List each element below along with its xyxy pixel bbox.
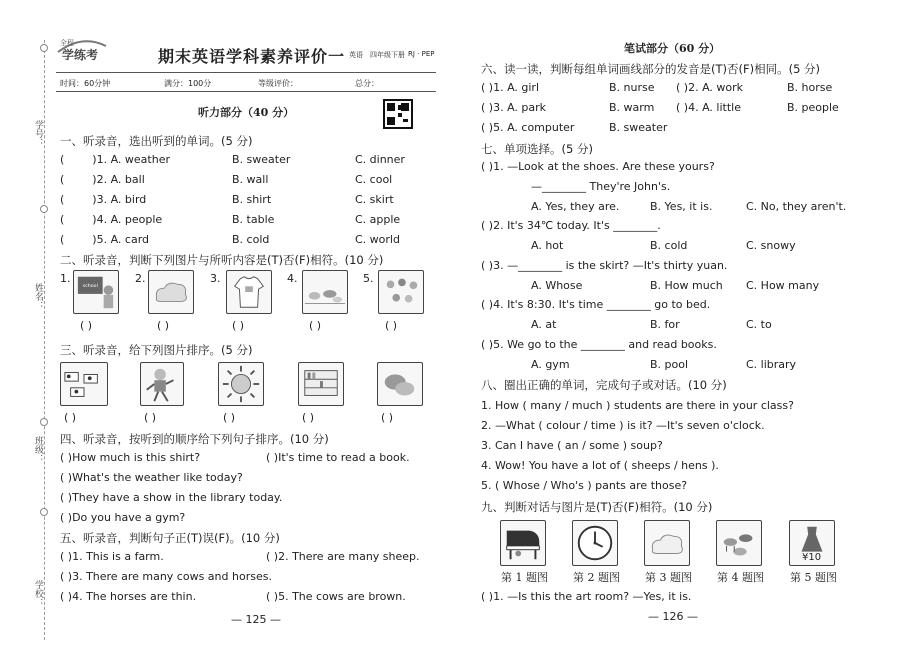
q5-sentence: ( )1. This is a farm. <box>60 550 164 563</box>
q1-row <box>60 193 146 206</box>
q1-row <box>60 233 149 246</box>
binding-hole <box>40 205 48 213</box>
q7-option-b: B. for <box>650 318 680 331</box>
q6-pair: ( )1. A. girl <box>481 81 540 94</box>
q7-option-a: A. Whose <box>531 279 583 292</box>
q7-option-b: B. pool <box>650 358 689 371</box>
option-c: C. world <box>355 233 400 246</box>
paren-left: ( <box>60 193 65 206</box>
option-a: A. weather <box>110 153 170 166</box>
potatoes-picture-icon <box>377 362 423 406</box>
boy-picture-icon <box>140 362 184 406</box>
q2-number: 3. <box>210 272 221 285</box>
figure-caption: 第 5 题图 <box>790 571 837 584</box>
q1-number: )4. <box>92 213 108 226</box>
figure-caption: 第 1 题图 <box>501 571 548 584</box>
q2-number: 5. <box>363 272 374 285</box>
margin-label-class: 班级： <box>33 436 43 463</box>
svg-text:school: school <box>82 284 98 290</box>
q2-number: 4. <box>287 272 298 285</box>
paren-left: ( <box>60 173 65 186</box>
q4-sentence: ( )What's the weather like today? <box>60 471 243 484</box>
answer-paren[interactable]: ( ) <box>232 319 245 332</box>
meta-subject: 英语 <box>349 51 363 59</box>
header-divider <box>56 72 436 73</box>
q8-sentence: 2. —What ( colour / time ) is it? —It's seven o'clock. <box>481 419 765 432</box>
option-b: B. sweater <box>232 153 291 166</box>
margin-label-school: 学校： <box>33 580 43 607</box>
answer-paren[interactable]: ( ) <box>309 319 322 332</box>
option-c: C. dinner <box>355 153 405 166</box>
page-number-right: — 126 — <box>648 610 698 623</box>
q7-question: ( )3. —________ is the skirt? —It's thirty yuan. <box>481 259 728 272</box>
q7-option-b: B. How much <box>650 279 723 292</box>
info-time: 时间：60分钟 <box>60 79 111 88</box>
q7-option-c: C. to <box>746 318 772 331</box>
q7-option-c: C. library <box>746 358 797 371</box>
binding-hole <box>40 44 48 52</box>
price-label: ¥10 <box>802 552 822 563</box>
farm-picture-icon <box>302 270 348 314</box>
q6-option-b: B. horse <box>787 81 833 94</box>
option-b: B. wall <box>232 173 269 186</box>
piano-picture-icon <box>500 520 546 566</box>
q8-title: 八、圈出正确的单词，完成句子或对话。(10 分) <box>481 378 727 392</box>
q7-option-a: A. hot <box>531 239 564 252</box>
q6-option-b: B. people <box>787 101 839 114</box>
answer-paren[interactable]: ( ) <box>157 319 170 332</box>
cloud-picture-icon <box>148 270 194 314</box>
q9-title: 九、判断对话与图片是(T)否(F)相符。(10 分) <box>481 500 713 514</box>
publisher-logo <box>56 36 108 62</box>
q7-option-a: A. gym <box>531 358 570 371</box>
q7-option-c: C. snowy <box>746 239 796 252</box>
q5-title: 五、听录音，判断句子正(T)误(F)。(10 分) <box>60 531 280 545</box>
q6-pair: ( )3. A. park <box>481 101 547 114</box>
q6-title: 六、读一读，判断每组单词画线部分的发音是(T)否(F)相同。(5 分) <box>481 62 821 76</box>
tshirt-picture-icon <box>226 270 272 314</box>
q4-sentence: ( )How much is this shirt? <box>60 451 201 464</box>
q1-row <box>60 173 145 186</box>
q7-question: ( )5. We go to the ________ and read books. <box>481 338 717 351</box>
answer-paren[interactable]: ( ) <box>80 319 93 332</box>
clock-picture-icon <box>572 520 618 566</box>
q7-question: ( )1. —Look at the shoes. Are these yours? <box>481 160 715 173</box>
q1-number: )3. <box>92 193 108 206</box>
q7-option-b: B. cold <box>650 239 688 252</box>
option-a: A. ball <box>110 173 145 186</box>
figure-caption: 第 3 题图 <box>645 571 692 584</box>
q1-row <box>60 153 170 166</box>
listening-section-title: 听力部分（40 分） <box>198 106 295 119</box>
margin-label-name: 姓名： <box>33 283 43 310</box>
q7-question: ( )4. It's 8:30. It's time ________ go to bed. <box>481 298 711 311</box>
binding-hole <box>40 508 48 516</box>
q6-pair: ( )2. A. work <box>676 81 744 94</box>
page-number-left: — 125 — <box>231 613 281 626</box>
dress-picture-icon <box>789 520 835 566</box>
q2-number: 1. <box>60 272 71 285</box>
q7-option-a: A. Yes, they are. <box>531 200 620 213</box>
q6-option-b: B. warm <box>609 101 655 114</box>
paren-left: ( <box>60 153 65 166</box>
q1-row <box>60 213 162 226</box>
logo-main-text: 学练考 <box>62 48 99 62</box>
paren-left: ( <box>60 213 65 226</box>
page-title: 期末英语学科素养评价一 <box>158 47 346 66</box>
q5-sentence: ( )3. There are many cows and horses. <box>60 570 272 583</box>
option-c: C. apple <box>355 213 401 226</box>
answer-paren[interactable]: ( ) <box>302 411 315 424</box>
option-c: C. cool <box>355 173 393 186</box>
option-b: B. shirt <box>232 193 272 206</box>
q8-sentence: 5. ( Whose / Who's ) pants are those? <box>481 479 688 492</box>
option-a: A. card <box>110 233 150 246</box>
q1-number: )2. <box>92 173 108 186</box>
qr-code-icon <box>383 99 413 129</box>
library-picture-icon <box>298 362 344 406</box>
info-grade-eval: 等级评价： <box>258 79 298 88</box>
answer-paren[interactable]: ( ) <box>223 411 236 424</box>
binding-hole <box>40 418 48 426</box>
option-b: B. cold <box>232 233 270 246</box>
q5-sentence: ( )4. The horses are thin. <box>60 590 197 603</box>
logo-top-text: 全程 <box>60 39 74 47</box>
sun-picture-icon <box>218 362 264 406</box>
school-picture-icon <box>73 270 119 314</box>
q3-title: 三、听录音，给下列图片排序。(5 分) <box>60 343 253 357</box>
q7-option-b: B. Yes, it is. <box>650 200 713 213</box>
q7-question: ( )2. It's 34℃ today. It's ________. <box>481 219 661 232</box>
answer-paren[interactable]: ( ) <box>381 411 394 424</box>
q4-sentence: ( )They have a show in the library today. <box>60 491 283 504</box>
q5-sentence: ( )5. The cows are brown. <box>266 590 406 603</box>
q7-question-line2: —________ They're John's. <box>531 180 671 193</box>
info-total: 总分： <box>355 79 379 88</box>
q6-pair: ( )5. A. computer <box>481 121 575 134</box>
q7-option-c: C. No, they aren't. <box>746 200 847 213</box>
paren-left: ( <box>60 233 65 246</box>
q8-sentence: 1. How ( many / much ) students are there in your class? <box>481 399 794 412</box>
header-divider <box>56 91 436 92</box>
horses-picture-icon <box>716 520 762 566</box>
q7-option-c: C. How many <box>746 279 820 292</box>
q4-title: 四、听录音，按听到的顺序给下列句子排序。(10 分) <box>60 432 329 446</box>
meta-grade: 四年级下册 <box>370 51 405 59</box>
q9-dialogue: ( )1. —Is this the art room? —Yes, it is. <box>481 590 692 603</box>
cows-picture-icon <box>60 362 108 406</box>
q1-title: 一、听录音，选出听到的单词。(5 分) <box>60 134 253 148</box>
q6-option-b: B. nurse <box>609 81 655 94</box>
option-b: B. table <box>232 213 275 226</box>
cloud-picture-icon <box>644 520 690 566</box>
option-a: A. people <box>110 213 163 226</box>
info-full-score: 满分：100分 <box>164 79 212 88</box>
q6-option-b: B. sweater <box>609 121 668 134</box>
q7-option-a: A. at <box>531 318 557 331</box>
figure-caption: 第 2 题图 <box>573 571 620 584</box>
q2-number: 2. <box>135 272 146 285</box>
q4-sentence: ( )Do you have a gym? <box>60 511 186 524</box>
q8-sentence: 4. Wow! You have a lot of ( sheeps / hens ). <box>481 459 719 472</box>
written-section-title: 笔试部分（60 分） <box>624 42 721 55</box>
q7-title: 七、单项选择。(5 分) <box>481 142 593 156</box>
answer-paren[interactable]: ( ) <box>385 319 398 332</box>
answer-paren[interactable]: ( ) <box>144 411 157 424</box>
q8-sentence: 3. Can I have ( an / some ) soup? <box>481 439 663 452</box>
figure-caption: 第 4 题图 <box>717 571 764 584</box>
margin-label-student-id: 学号： <box>33 120 43 147</box>
answer-paren[interactable]: ( ) <box>64 411 77 424</box>
option-a: A. bird <box>110 193 147 206</box>
meta-edition: RJ · PEP <box>408 50 435 58</box>
children-picture-icon <box>378 270 424 314</box>
q1-number: )5. <box>92 233 108 246</box>
q5-sentence: ( )2. There are many sheep. <box>266 550 420 563</box>
q1-number: )1. <box>92 153 108 166</box>
q4-sentence: ( )It's time to read a book. <box>266 451 410 464</box>
q2-title: 二、听录音，判断下列图片与所听内容是(T)否(F)相符。(10 分) <box>60 253 384 267</box>
q6-pair: ( )4. A. little <box>676 101 741 114</box>
option-c: C. skirt <box>355 193 394 206</box>
